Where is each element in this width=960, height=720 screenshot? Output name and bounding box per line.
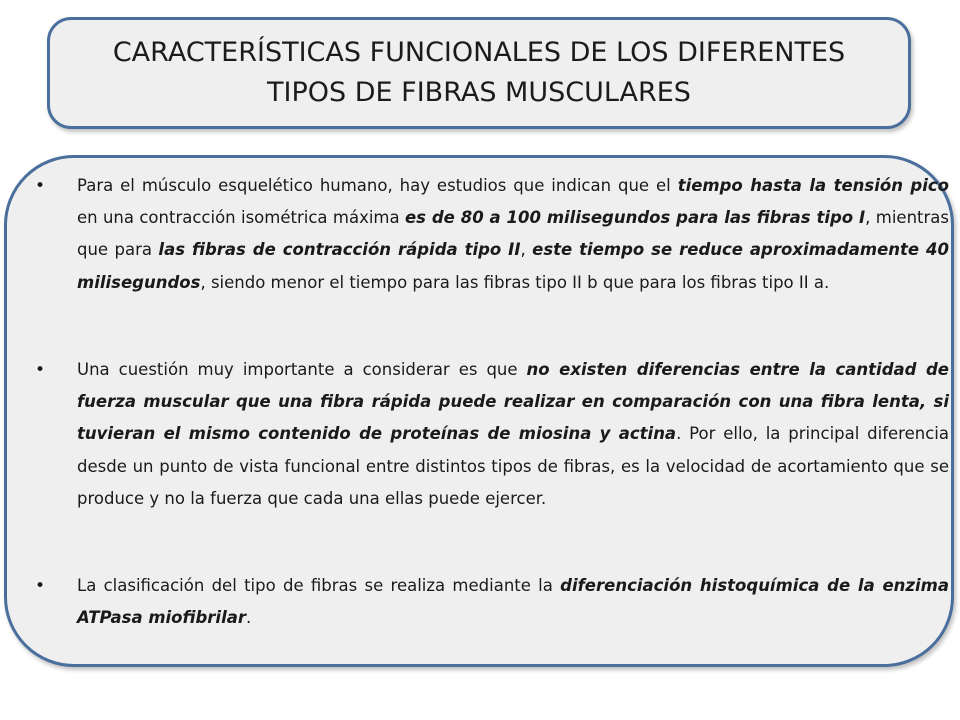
emphasis-segment: es de 80 a 100 milisegundos para las fibras tipo I xyxy=(404,208,866,228)
text-segment: , mientras que para xyxy=(77,208,949,260)
bullet-item xyxy=(35,354,949,515)
text-segment: en una contracción isométrica máxima xyxy=(77,208,405,228)
bullet-dot-icon: • xyxy=(35,176,46,196)
text-segment: La clasificación del tipo de fibras se realiza mediante la xyxy=(77,576,561,595)
content-box xyxy=(4,155,954,667)
bullet-dot-icon: • xyxy=(35,576,46,596)
emphasis-segment: tiempo hasta la tensión pico xyxy=(677,176,949,195)
bullet-text xyxy=(77,170,949,299)
bullet-item xyxy=(35,170,949,299)
emphasis-segment: no existen diferencias entre la cantidad de fuerza muscular que una fibra rápida puede realizar en comparación con una fibra lenta, si tuvieran el mismo contenido de proteínas de miosina y actina xyxy=(77,360,949,444)
bullet-dot-icon: • xyxy=(35,360,46,380)
text-segment: Para el músculo esquelético humano, hay estudios que indican que el xyxy=(77,176,678,195)
bullet-text xyxy=(77,570,949,634)
text-segment: , xyxy=(520,240,533,260)
title-line-2: TIPOS DE FIBRAS MUSCULARES xyxy=(267,77,691,108)
title-box xyxy=(47,17,911,129)
bullet-text xyxy=(77,354,949,515)
text-segment: . Por ello, la principal diferencia desde un punto de vista funcional entre distintos tipos de fibras, es la velocidad de acortamiento que se produce y no la fuerza que cada una ellas puede ejercer. xyxy=(77,424,949,508)
text-segment: . xyxy=(246,608,252,628)
emphasis-segment: este tiempo se reduce aproximadamente 40 milisegundos xyxy=(77,240,949,292)
bullet-item xyxy=(35,570,949,634)
title-line-1: CARACTERÍSTICAS FUNCIONALES DE LOS DIFERENTES xyxy=(112,37,846,68)
emphasis-segment: diferenciación histoquímica de la enzima ATPasa miofibrilar xyxy=(77,576,949,628)
emphasis-segment: las fibras de contracción rápida tipo II xyxy=(158,240,521,260)
text-segment: , siendo menor el tiempo para las fibras tipo II b que para los fibras tipo II a. xyxy=(200,272,830,292)
text-segment: Una cuestión muy importante a considerar es que xyxy=(77,360,527,379)
